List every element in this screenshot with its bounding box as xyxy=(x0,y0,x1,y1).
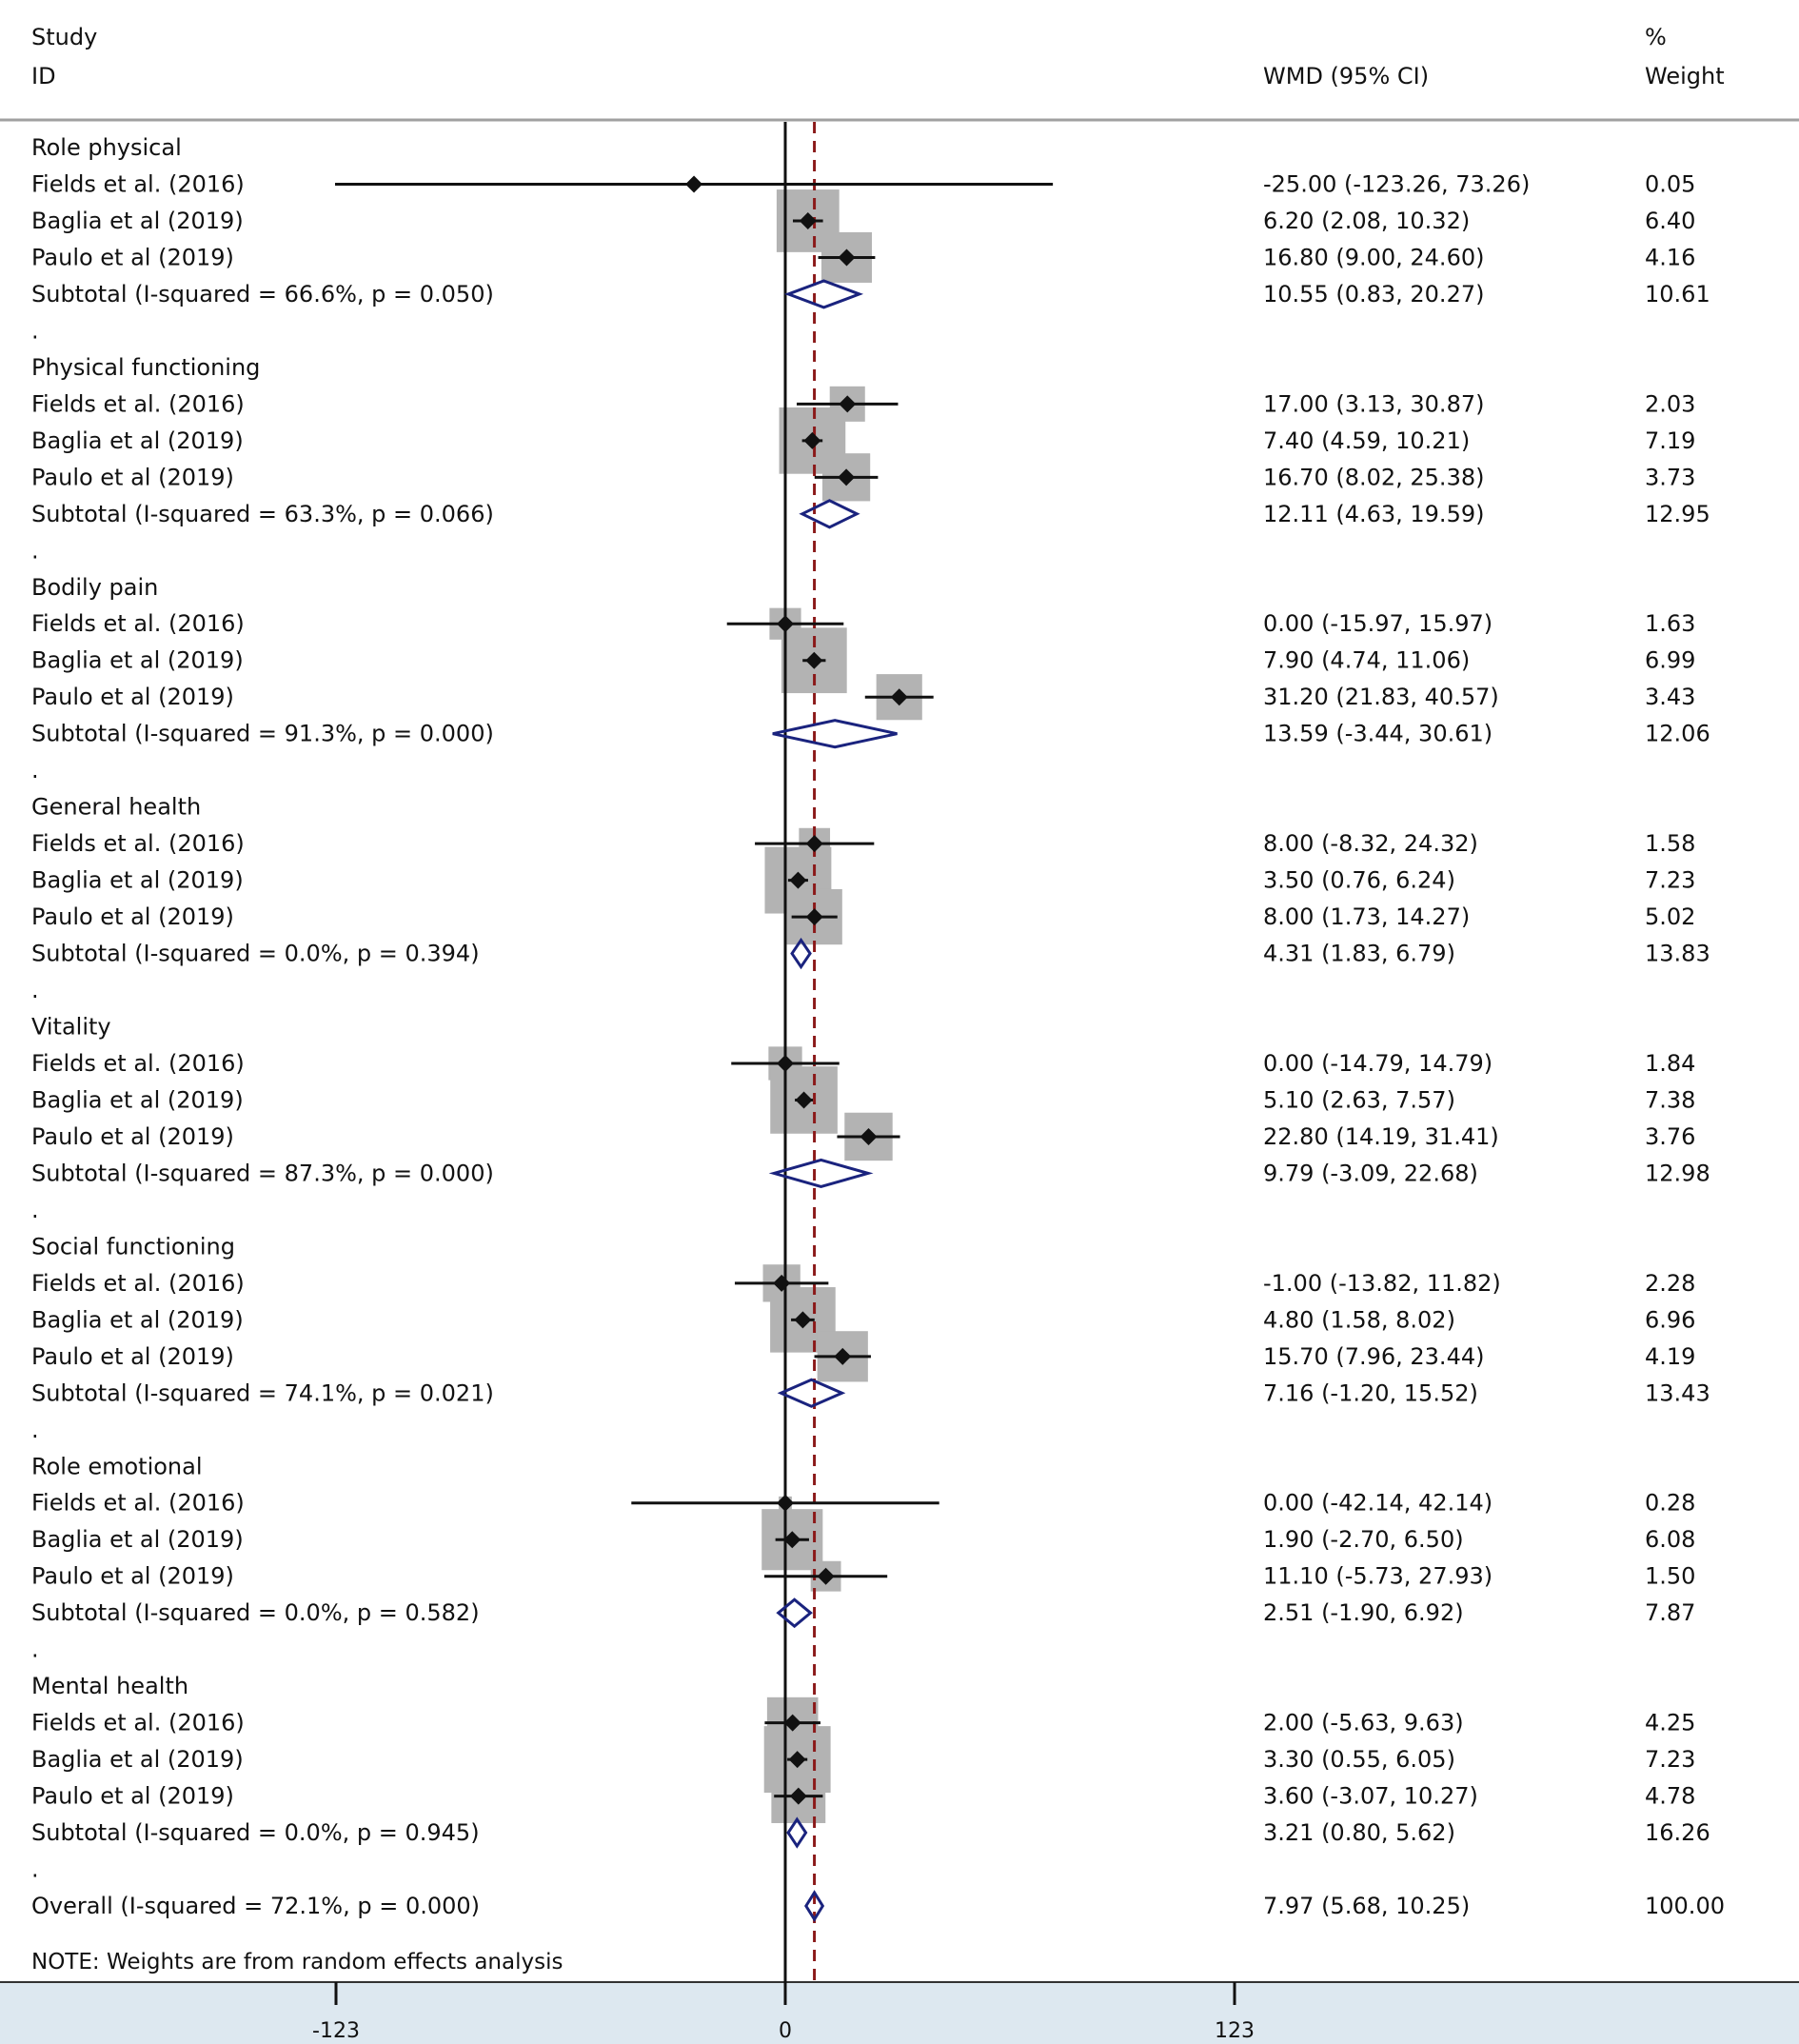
study-label: Fields et al. (2016) xyxy=(31,610,245,638)
ci-value: 0.00 (-15.97, 15.97) xyxy=(1263,610,1493,638)
subtotal-ci-value: 7.16 (-1.20, 15.52) xyxy=(1263,1379,1478,1407)
axis-band xyxy=(0,1982,1799,2044)
subtotal-diamond xyxy=(802,501,857,527)
group-spacer: . xyxy=(31,537,39,565)
weight-value: 7.23 xyxy=(1645,1746,1696,1774)
study-label: Fields et al. (2016) xyxy=(31,170,245,198)
subtotal-label: Subtotal (I-squared = 91.3%, p = 0.000) xyxy=(31,720,494,747)
study-label: Baglia et al (2019) xyxy=(31,646,244,674)
weight-value: 4.25 xyxy=(1645,1709,1696,1736)
study-header: Study xyxy=(31,24,98,50)
subtotal-ci-value: 4.31 (1.83, 6.79) xyxy=(1263,940,1455,967)
overall-label: Overall (I-squared = 72.1%, p = 0.000) xyxy=(31,1893,481,1919)
study-label: Baglia et al (2019) xyxy=(31,1086,244,1114)
subtotal-diamond xyxy=(788,281,860,308)
group-spacer: . xyxy=(31,1636,39,1663)
ci-value: 1.90 (-2.70, 6.50) xyxy=(1263,1526,1464,1554)
group-label: Bodily pain xyxy=(31,573,159,601)
subtotal-ci-value: 13.59 (-3.44, 30.61) xyxy=(1263,720,1493,747)
ci-value: 17.00 (3.13, 30.87) xyxy=(1263,390,1485,418)
subtotal-label: Subtotal (I-squared = 66.6%, p = 0.050) xyxy=(31,280,494,308)
point-estimate xyxy=(685,175,702,192)
weight-value: 4.19 xyxy=(1645,1342,1696,1370)
study-label: Paulo et al (2019) xyxy=(31,1122,234,1150)
ci-value: 8.00 (1.73, 14.27) xyxy=(1263,903,1471,931)
study-label: Paulo et al (2019) xyxy=(31,1342,234,1370)
weight-value: 7.38 xyxy=(1645,1086,1696,1114)
study-label: Paulo et al (2019) xyxy=(31,1782,234,1810)
ci-value: 7.90 (4.74, 11.06) xyxy=(1263,646,1471,674)
subtotal-weight-value: 13.43 xyxy=(1645,1379,1710,1407)
subtotal-ci-value: 2.51 (-1.90, 6.92) xyxy=(1263,1599,1464,1627)
study-label: Baglia et al (2019) xyxy=(31,207,244,234)
weight-value: 0.05 xyxy=(1645,170,1696,198)
subtotal-weight-value: 13.83 xyxy=(1645,940,1710,967)
overall-weight-value: 100.00 xyxy=(1645,1893,1725,1919)
study-label: Paulo et al (2019) xyxy=(31,244,234,271)
x-tick-label: 0 xyxy=(779,2019,792,2043)
weight-value: 1.58 xyxy=(1645,830,1696,858)
subtotal-weight-value: 12.98 xyxy=(1645,1160,1710,1187)
ci-value: -25.00 (-123.26, 73.26) xyxy=(1263,170,1531,198)
study-label: Fields et al. (2016) xyxy=(31,830,245,858)
group-label: Social functioning xyxy=(31,1233,235,1260)
subtotal-diamond xyxy=(779,1599,811,1626)
study-label: Paulo et al (2019) xyxy=(31,684,234,711)
ci-value: 0.00 (-14.79, 14.79) xyxy=(1263,1049,1493,1077)
subtotal-weight-value: 16.26 xyxy=(1645,1819,1710,1847)
ci-value: 8.00 (-8.32, 24.32) xyxy=(1263,830,1478,858)
x-tick-label: -123 xyxy=(312,2019,360,2043)
ci-value: 5.10 (2.63, 7.57) xyxy=(1263,1086,1455,1114)
ci-value: 4.80 (1.58, 8.02) xyxy=(1263,1306,1455,1334)
weight-value: 7.23 xyxy=(1645,866,1696,894)
weight-value: 3.76 xyxy=(1645,1122,1696,1150)
subtotal-label: Subtotal (I-squared = 0.0%, p = 0.945) xyxy=(31,1819,480,1847)
subtotal-diamond xyxy=(788,1819,805,1846)
weight-value: 1.84 xyxy=(1645,1049,1696,1077)
subtotal-ci-value: 12.11 (4.63, 19.59) xyxy=(1263,500,1485,527)
ci-value: 6.20 (2.08, 10.32) xyxy=(1263,207,1471,234)
group-label: General health xyxy=(31,793,202,821)
group-label: Mental health xyxy=(31,1673,189,1700)
percent-header: % xyxy=(1645,24,1667,50)
weight-value: 4.16 xyxy=(1645,244,1696,271)
study-label: Paulo et al (2019) xyxy=(31,903,234,931)
x-tick-label: 123 xyxy=(1215,2019,1255,2043)
ci-value: 7.40 (4.59, 10.21) xyxy=(1263,427,1471,454)
weights-note: NOTE: Weights are from random effects analysis xyxy=(31,1950,563,1975)
ci-value: 3.30 (0.55, 6.05) xyxy=(1263,1746,1455,1774)
group-label: Vitality xyxy=(31,1013,111,1041)
group-spacer: . xyxy=(31,1855,39,1883)
effect-header: WMD (95% CI) xyxy=(1263,63,1430,89)
study-label: Baglia et al (2019) xyxy=(31,866,244,894)
subtotal-diamond xyxy=(781,1379,841,1406)
subtotal-ci-value: 10.55 (0.83, 20.27) xyxy=(1263,280,1485,308)
group-spacer: . xyxy=(31,1416,39,1443)
group-spacer: . xyxy=(31,757,39,784)
study-label: Baglia et al (2019) xyxy=(31,1306,244,1334)
study-label: Fields et al. (2016) xyxy=(31,1489,245,1517)
ci-value: 2.00 (-5.63, 9.63) xyxy=(1263,1709,1464,1736)
weight-value: 7.19 xyxy=(1645,427,1696,454)
weight-value: 5.02 xyxy=(1645,903,1696,931)
group-label: Role physical xyxy=(31,134,182,161)
subtotal-label: Subtotal (I-squared = 0.0%, p = 0.394) xyxy=(31,940,480,967)
study-label: Baglia et al (2019) xyxy=(31,1746,244,1774)
subtotal-weight-value: 7.87 xyxy=(1645,1599,1696,1627)
subtotal-label: Subtotal (I-squared = 87.3%, p = 0.000) xyxy=(31,1160,494,1187)
weight-value: 0.28 xyxy=(1645,1489,1696,1517)
ci-value: 11.10 (-5.73, 27.93) xyxy=(1263,1562,1493,1590)
subtotal-weight-value: 12.06 xyxy=(1645,720,1710,747)
ci-value: 31.20 (21.83, 40.57) xyxy=(1263,684,1499,711)
study-label: Paulo et al (2019) xyxy=(31,1562,234,1590)
weight-value: 3.43 xyxy=(1645,684,1696,711)
subtotal-label: Subtotal (I-squared = 0.0%, p = 0.582) xyxy=(31,1599,480,1627)
study-label: Paulo et al (2019) xyxy=(31,464,234,491)
group-spacer: . xyxy=(31,317,39,345)
subtotal-diamond xyxy=(774,1160,868,1186)
study-label: Baglia et al (2019) xyxy=(31,1526,244,1554)
ci-value: 16.80 (9.00, 24.60) xyxy=(1263,244,1485,271)
study-label: Fields et al. (2016) xyxy=(31,390,245,418)
subtotal-ci-value: 9.79 (-3.09, 22.68) xyxy=(1263,1160,1478,1187)
ci-value: 15.70 (7.96, 23.44) xyxy=(1263,1342,1485,1370)
group-spacer: . xyxy=(31,977,39,1004)
weight-value: 1.63 xyxy=(1645,610,1696,638)
weight-value: 4.78 xyxy=(1645,1782,1696,1810)
ci-value: 3.50 (0.76, 6.24) xyxy=(1263,866,1455,894)
weight-value: 2.03 xyxy=(1645,390,1696,418)
group-label: Role emotional xyxy=(31,1453,203,1480)
study-label: Fields et al. (2016) xyxy=(31,1269,245,1297)
weight-header: Weight xyxy=(1645,63,1725,89)
weight-value: 6.99 xyxy=(1645,646,1696,674)
ci-value: 0.00 (-42.14, 42.14) xyxy=(1263,1489,1493,1517)
overall-ci-value: 7.97 (5.68, 10.25) xyxy=(1263,1893,1471,1919)
study-label: Baglia et al (2019) xyxy=(31,427,244,454)
ci-value: 22.80 (14.19, 31.41) xyxy=(1263,1122,1499,1150)
group-spacer: . xyxy=(31,1196,39,1223)
subtotal-diamond xyxy=(773,721,898,747)
ci-value: 3.60 (-3.07, 10.27) xyxy=(1263,1782,1478,1810)
group-label: Physical functioning xyxy=(31,353,261,381)
weight-value: 1.50 xyxy=(1645,1562,1696,1590)
weight-value: 3.73 xyxy=(1645,464,1696,491)
ci-value: 16.70 (8.02, 25.38) xyxy=(1263,464,1485,491)
weight-value: 6.08 xyxy=(1645,1526,1696,1554)
id-header: ID xyxy=(31,63,56,89)
weight-value: 6.96 xyxy=(1645,1306,1696,1334)
subtotal-label: Subtotal (I-squared = 74.1%, p = 0.021) xyxy=(31,1379,494,1407)
subtotal-ci-value: 3.21 (0.80, 5.62) xyxy=(1263,1819,1455,1847)
weight-value: 2.28 xyxy=(1645,1269,1696,1297)
study-label: Fields et al. (2016) xyxy=(31,1049,245,1077)
ci-value: -1.00 (-13.82, 11.82) xyxy=(1263,1269,1501,1297)
subtotal-weight-value: 12.95 xyxy=(1645,500,1710,527)
weight-value: 6.40 xyxy=(1645,207,1696,234)
study-label: Fields et al. (2016) xyxy=(31,1709,245,1736)
subtotal-label: Subtotal (I-squared = 63.3%, p = 0.066) xyxy=(31,500,494,527)
subtotal-weight-value: 10.61 xyxy=(1645,280,1710,308)
